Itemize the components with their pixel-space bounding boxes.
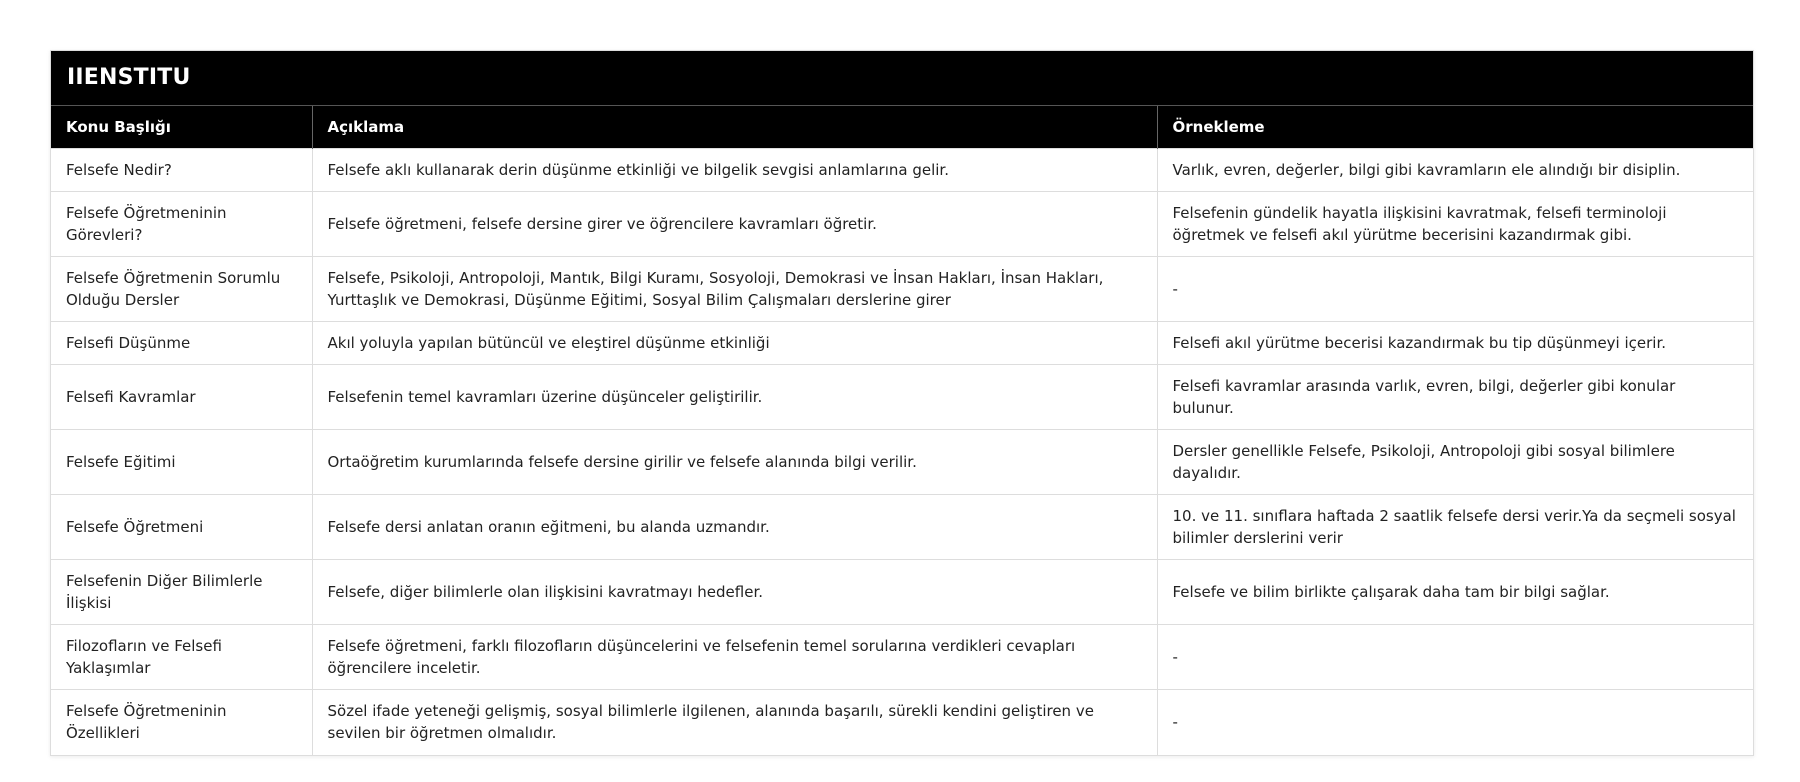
- column-header-topic: Konu Başlığı: [51, 106, 312, 149]
- table-row: [51, 365, 1753, 430]
- table-header-row: [51, 106, 1753, 149]
- table-row: [51, 430, 1753, 495]
- table-row: [51, 690, 1753, 755]
- table-row: [51, 192, 1753, 257]
- cell-example: Felsefe ve bilim birlikte çalışarak daha tam bir bilgi sağlar.: [1157, 560, 1753, 625]
- cell-example: -: [1157, 690, 1753, 755]
- cell-topic: Felsefi Kavramlar: [51, 365, 312, 430]
- topics-table: [51, 106, 1753, 755]
- table-row: [51, 625, 1753, 690]
- column-header-example: Örnekleme: [1157, 106, 1753, 149]
- cell-topic: Felsefe Nedir?: [51, 149, 312, 192]
- table-row: [51, 495, 1753, 560]
- cell-description: Felsefe öğretmeni, felsefe dersine girer ve öğrencilere kavramları öğretir.: [312, 192, 1157, 257]
- cell-topic: Filozofların ve Felsefi Yaklaşımlar: [51, 625, 312, 690]
- cell-example: 10. ve 11. sınıflara haftada 2 saatlik felsefe dersi verir.Ya da seçmeli sosyal bilimler derslerini verir: [1157, 495, 1753, 560]
- table-row: [51, 322, 1753, 365]
- cell-topic: Felsefe Öğretmenin Sorumlu Olduğu Dersler: [51, 257, 312, 322]
- cell-example: Varlık, evren, değerler, bilgi gibi kavramların ele alındığı bir disiplin.: [1157, 149, 1753, 192]
- cell-example: -: [1157, 625, 1753, 690]
- cell-description: Felsefe aklı kullanarak derin düşünme etkinliği ve bilgelik sevgisi anlamlarına gelir.: [312, 149, 1157, 192]
- cell-description: Felsefe öğretmeni, farklı filozofların düşüncelerini ve felsefenin temel sorularına verdikleri cevapları öğrencilere inceletir.: [312, 625, 1157, 690]
- cell-description: Felsefe dersi anlatan oranın eğitmeni, bu alanda uzmandır.: [312, 495, 1157, 560]
- cell-description: Sözel ifade yeteneği gelişmiş, sosyal bilimlerle ilgilenen, alanında başarılı, sürekli kendini geliştiren ve sevilen bir öğretmen olmalıdır.: [312, 690, 1157, 755]
- cell-description: Ortaöğretim kurumlarında felsefe dersine girilir ve felsefe alanında bilgi verilir.: [312, 430, 1157, 495]
- column-header-description: Açıklama: [312, 106, 1157, 149]
- cell-example: -: [1157, 257, 1753, 322]
- cell-description: Akıl yoluyla yapılan bütüncül ve eleştirel düşünme etkinliği: [312, 322, 1157, 365]
- cell-description: Felsefenin temel kavramları üzerine düşünceler geliştirilir.: [312, 365, 1157, 430]
- table-row: [51, 257, 1753, 322]
- table-row: [51, 149, 1753, 192]
- cell-example: Dersler genellikle Felsefe, Psikoloji, Antropoloji gibi sosyal bilimlere dayalıdır.: [1157, 430, 1753, 495]
- table-brand-title: IIENSTITU: [51, 51, 1753, 106]
- cell-topic: Felsefi Düşünme: [51, 322, 312, 365]
- cell-topic: Felsefenin Diğer Bilimlerle İlişkisi: [51, 560, 312, 625]
- content-table-card: [50, 50, 1754, 756]
- cell-description: Felsefe, diğer bilimlerle olan ilişkisini kavratmayı hedefler.: [312, 560, 1157, 625]
- cell-example: Felsefi kavramlar arasında varlık, evren, bilgi, değerler gibi konular bulunur.: [1157, 365, 1753, 430]
- cell-topic: Felsefe Eğitimi: [51, 430, 312, 495]
- cell-topic: Felsefe Öğretmeni: [51, 495, 312, 560]
- cell-example: Felsefenin gündelik hayatla ilişkisini kavratmak, felsefi terminoloji öğretmek ve felsefi akıl yürütme becerisini kazandırmak gibi.: [1157, 192, 1753, 257]
- cell-example: Felsefi akıl yürütme becerisi kazandırmak bu tip düşünmeyi içerir.: [1157, 322, 1753, 365]
- cell-topic: Felsefe Öğretmeninin Özellikleri: [51, 690, 312, 755]
- cell-topic: Felsefe Öğretmeninin Görevleri?: [51, 192, 312, 257]
- cell-description: Felsefe, Psikoloji, Antropoloji, Mantık, Bilgi Kuramı, Sosyoloji, Demokrasi ve İnsan Hakları, İnsan Hakları, Yurttaşlık ve Demokrasi, Düşünme Eğitimi, Sosyal Bilim Çalışmaları derslerine girer: [312, 257, 1157, 322]
- table-row: [51, 560, 1753, 625]
